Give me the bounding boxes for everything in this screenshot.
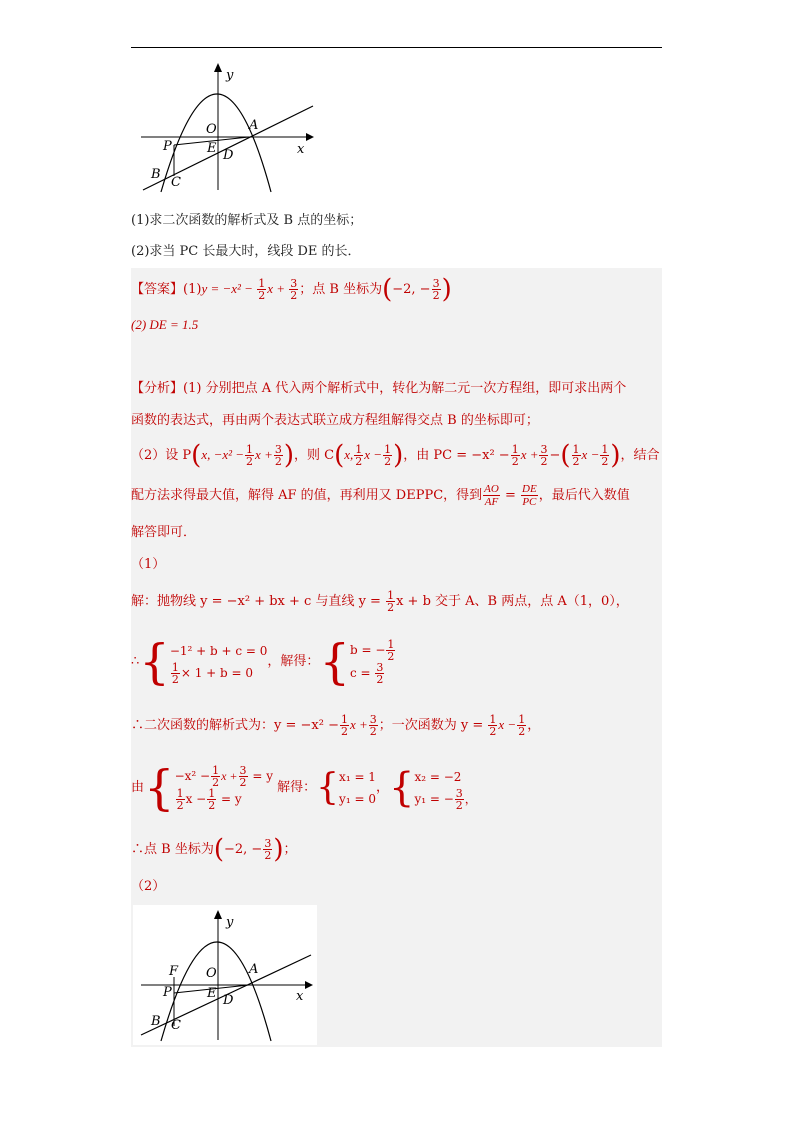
svg-text:P: P bbox=[163, 985, 172, 1000]
label-b: B bbox=[151, 167, 161, 182]
parabola-figure-1 bbox=[131, 60, 321, 195]
solution-line-1: 解：抛物线 y = −x² + bx + c 与直线 y = $\frac{1}{2}$ x + b 交于 A、B 两点，点 A（1，0）， bbox=[131, 582, 662, 622]
point-b-line: ∴点 B 坐标为(−2, − $\frac{3}{2}$ )； bbox=[131, 828, 662, 872]
label-p: P bbox=[163, 139, 172, 154]
svg-text:x: x bbox=[296, 989, 304, 1004]
svg-text:O: O bbox=[206, 966, 217, 981]
answer-tag: 【答案】 bbox=[131, 282, 184, 297]
label-y: y bbox=[226, 68, 234, 83]
analysis-line-3: （2）设 P(x, −x² − $\frac{1}{2}$ x + $\frac{3}{2}$ )，则 C(x, $\frac{1}{2}$ x − $\frac{1}{2}$ )，由 PC = −x² − $\frac{1}{2}$ x + $\frac{3}{2}$ −( $\frac{1}{2}$ x − $\frac{1}{2}$ )，结合 bbox=[131, 436, 662, 474]
svg-text:y: y bbox=[226, 915, 234, 930]
svg-text:C: C bbox=[171, 1018, 181, 1033]
label-d: D bbox=[223, 148, 234, 163]
svg-text:E: E bbox=[207, 986, 217, 1001]
system-2: 由 { −x² − $\frac{1}{2}$ x + $\frac{3}{2}$ = y $\frac{1}{2}$ x − $\frac{1}{2}$ = y 解得： { x₁ = 1 y₁ = 0 ， { x₂ = −2 y₁ = − $\frac{3}{2}$ ， bbox=[131, 748, 662, 828]
solution-step-1: （1） bbox=[131, 548, 662, 582]
parabola-figure-2 bbox=[133, 905, 317, 1045]
analysis-line-4: 配方法求得最大值，解得 AF 的值，再利用又 DEPPC，得到 $\frac{AO}{AF}$ = $\frac{DE}{PC}$ ，最后代入数值 bbox=[131, 474, 662, 518]
answer-line-1: 【答案】(1)y = −x² − $\frac{1}{2}$ x + $\frac{3}{2}$ ；点 B 坐标为(−2, − $\frac{3}{2}$ ) bbox=[131, 268, 662, 310]
svg-text:D: D bbox=[223, 993, 234, 1008]
label-x: x bbox=[297, 142, 305, 157]
label-o: O bbox=[206, 122, 217, 137]
question-2: (2)求当 PC 长最大时，线段 DE 的长． bbox=[131, 244, 361, 259]
svg-text:B: B bbox=[151, 1014, 161, 1029]
label-c: C bbox=[171, 175, 181, 190]
analysis-line-1: 【分析】(1) 分别把点 A 代入两个解析式中，转化为解二元一次方程组，即可求出两个 bbox=[131, 372, 662, 406]
quadratic-linear-line: ∴二次函数的解析式为：y = −x² − $\frac{1}{2}$ x + $\frac{3}{2}$ ；一次函数为 y = $\frac{1}{2}$ x − $\frac{1}{2}$ ， bbox=[131, 702, 662, 748]
answer-line-2: (2) DE = 1.5 bbox=[131, 310, 662, 372]
label-a: A bbox=[249, 118, 259, 133]
label-e: E bbox=[207, 141, 217, 156]
analysis-line-2: 函数的表达式，再由两个表达式联立成方程组解得交点 B 的坐标即可； bbox=[131, 406, 662, 436]
svg-text:F: F bbox=[169, 964, 179, 979]
question-1: (1)求二次函数的解析式及 B 点的坐标； bbox=[131, 213, 363, 228]
system-1: ∴ { −1² + b + c = 0 $\frac{1}{2}$ × 1 + b = 0 ，解得： { b = − $\frac{1}{2}$ c = $\frac{3}{2}$ bbox=[131, 622, 662, 702]
header-rule bbox=[131, 47, 662, 48]
analysis-line-5: 解答即可． bbox=[131, 518, 662, 548]
solution-step-2: （2） bbox=[131, 872, 662, 902]
svg-text:A: A bbox=[249, 962, 259, 977]
